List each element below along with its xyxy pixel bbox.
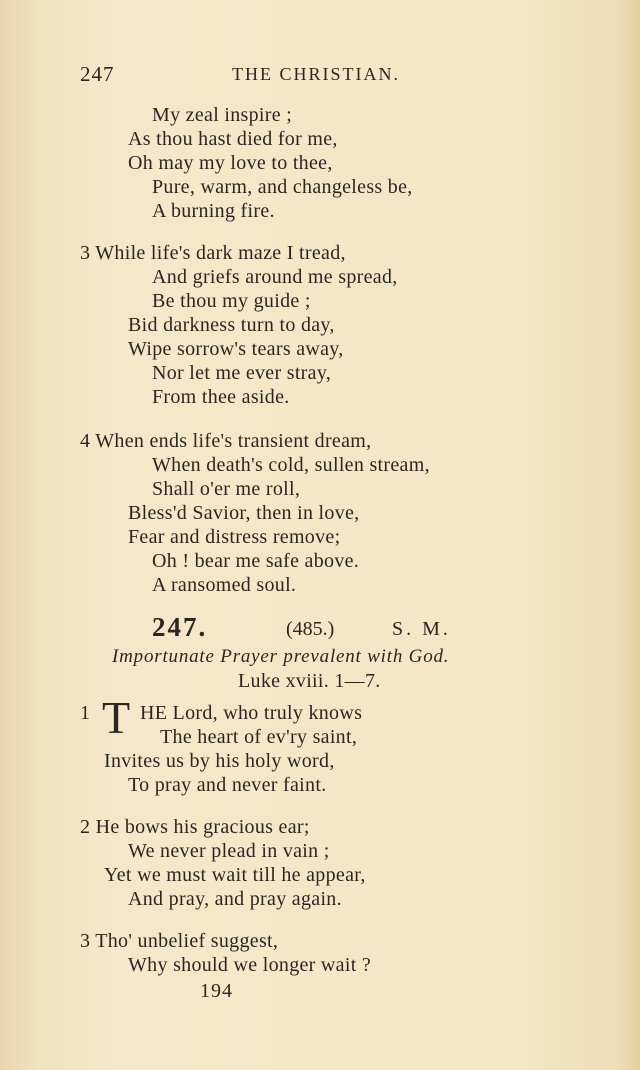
hymn-title: Importunate Prayer prevalent with God. (112, 646, 450, 667)
hymn-meter: S. M. (392, 618, 451, 640)
page-number-bottom: 194 (200, 980, 233, 1002)
verse-line: We never plead in vain ; (128, 840, 330, 862)
verse-line: Bless'd Savior, then in love, (128, 502, 360, 524)
page-number-top: 247 (80, 62, 115, 86)
hymn-number: 247. (152, 612, 208, 642)
verse-line: Pure, warm, and changeless be, (152, 176, 413, 198)
verse-line: HE Lord, who truly knows (140, 702, 363, 724)
verse-line: The heart of ev'ry saint, (160, 726, 358, 748)
verse-line: A ransomed soul. (152, 574, 297, 596)
hymn-alt-number: (485.) (286, 618, 335, 640)
verse-line: Bid darkness turn to day, (128, 314, 335, 336)
verse-line: Shall o'er me roll, (152, 478, 301, 500)
scripture-reference: Luke xviii. 1—7. (238, 670, 381, 692)
verse-line: My zeal inspire ; (152, 104, 293, 126)
verse-line: 3 Tho' unbelief suggest, (80, 930, 279, 952)
page-header (0, 62, 640, 92)
verse-line: When death's cold, sullen stream, (152, 454, 430, 476)
verse-line: Oh may my love to thee, (128, 152, 333, 174)
verse-line: Why should we longer wait ? (128, 954, 372, 976)
verse-line: 3 While life's dark maze I tread, (80, 242, 346, 264)
verse-line: Wipe sorrow's tears away, (128, 338, 344, 360)
verse-line: A burning fire. (152, 200, 275, 222)
verse-line: Yet we must wait till he appear, (104, 864, 366, 886)
verse-line: And pray, and pray again. (128, 888, 342, 910)
verse-line: Oh ! bear me safe above. (152, 550, 360, 572)
verse-line: 4 When ends life's transient dream, (80, 430, 372, 452)
verse-line: And griefs around me spread, (152, 266, 398, 288)
verse-line: Invites us by his holy word, (104, 750, 335, 772)
running-head: THE CHRISTIAN. (232, 64, 400, 84)
verse-line: From thee aside. (152, 386, 290, 408)
verse-line: 2 He bows his gracious ear; (80, 816, 310, 838)
verse-line: Nor let me ever stray, (152, 362, 332, 384)
verse-line: Fear and distress remove; (128, 526, 341, 548)
drop-cap: T (102, 692, 131, 743)
verse-line: As thou hast died for me, (128, 128, 338, 150)
verse-line: Be thou my guide ; (152, 290, 311, 312)
verse-line: To pray and never faint. (128, 774, 327, 796)
verse-number: 1 (80, 702, 91, 724)
